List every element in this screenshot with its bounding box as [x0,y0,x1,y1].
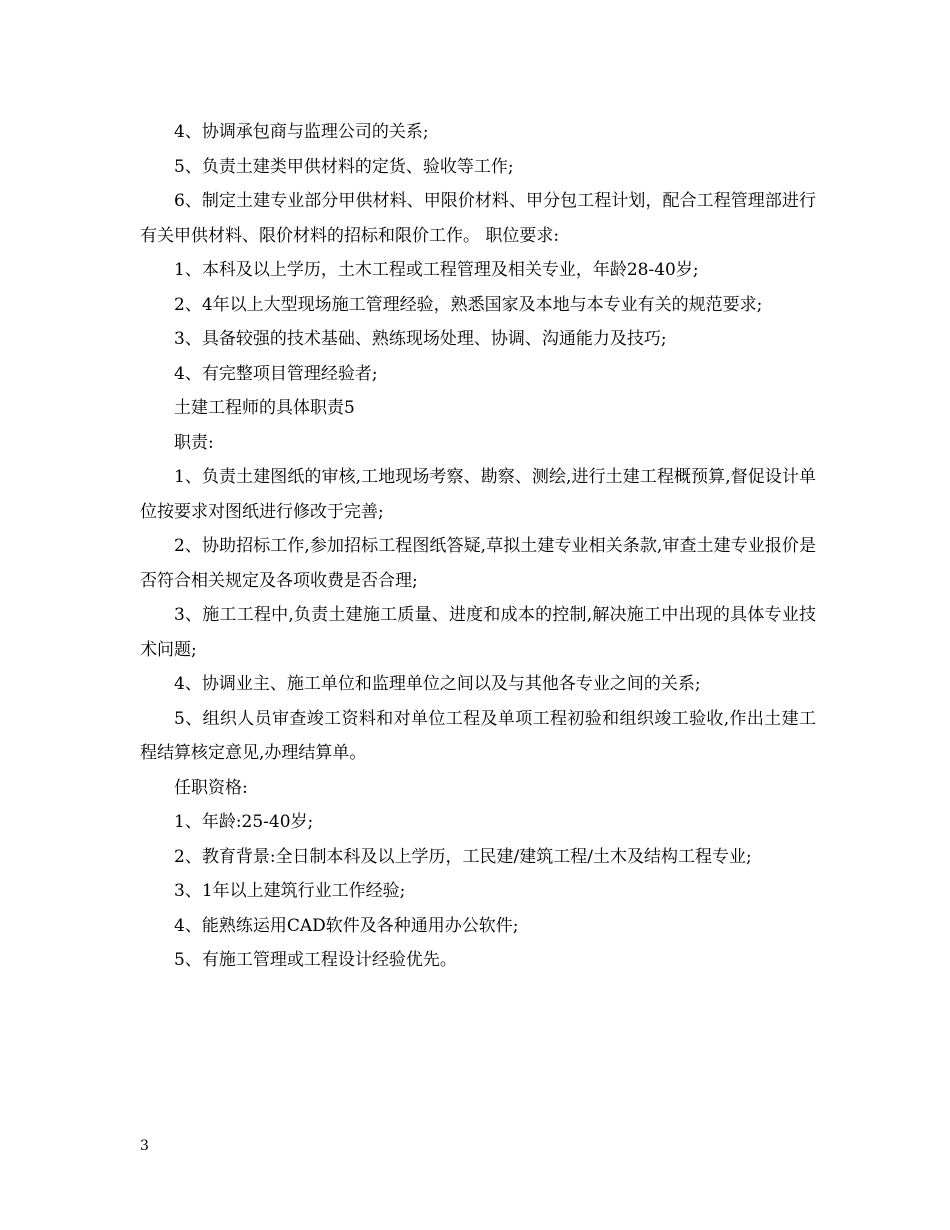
paragraph: 4、有完整项目管理经验者; [174,363,378,384]
paragraph: 3、施工工程中,负责土建施工质量、进度和成本的控制,解决施工中出现的具体专业技术问题; [140,605,816,660]
paragraph: 2、教育背景:全日制本科及以上学历，工民建/建筑工程/土木及结构工程专业; [174,846,752,867]
paragraph: 土建工程师的具体职责5 [174,398,355,418]
paragraph: 1、年龄:25-40岁; [174,812,314,832]
document-body [140,115,816,978]
paragraph: 1、本科及以上学历，土木工程或工程管理及相关专业，年龄28-40岁; [174,260,699,280]
paragraph: 2、协助招标工作,参加招标工程图纸答疑,草拟土建专业相关条款,审查土建专业报价是否符合相关规定及各项收费是否合理; [140,536,816,591]
paragraph: 4、协调承包商与监理公司的关系; [174,122,429,142]
paragraph: 2、4年以上大型现场施工管理经验，熟悉国家及本地与本专业有关的规范要求; [174,294,763,315]
paragraph: 任职资格: [174,777,248,798]
paragraph: 3、1年以上建筑行业工作经验; [174,881,406,901]
paragraph: 5、负责土建类甲供材料的定货、验收等工作; [174,156,514,177]
paragraph: 5、组织人员审查竣工资料和对单位工程及单项工程初验和组织竣工验收,作出土建工程结算核定意见,办理结算单。 [140,708,816,763]
page-number: 3 [140,1138,149,1154]
paragraph: 职责: [174,432,214,453]
paragraph: 5、有施工管理或工程设计经验优先。 [174,950,457,970]
paragraph: 4、能熟练运用CAD软件及各种通用办公软件; [174,915,519,936]
paragraph: 1、负责土建图纸的审核,工地现场考察、勘察、测绘,进行土建工程概预算,督促设计单位按要求对图纸进行修改于完善; [140,467,816,522]
paragraph: 3、具备较强的技术基础、熟练现场处理、协调、沟通能力及技巧; [174,329,667,349]
paragraph: 4、协调业主、施工单位和监理单位之间以及与其他各专业之间的关系; [174,674,701,694]
paragraph: 6、制定土建专业部分甲供材料、甲限价材料、甲分包工程计划，配合工程管理部进行有关甲供材料、限价材料的招标和限价工作。 职位要求: [140,191,816,246]
